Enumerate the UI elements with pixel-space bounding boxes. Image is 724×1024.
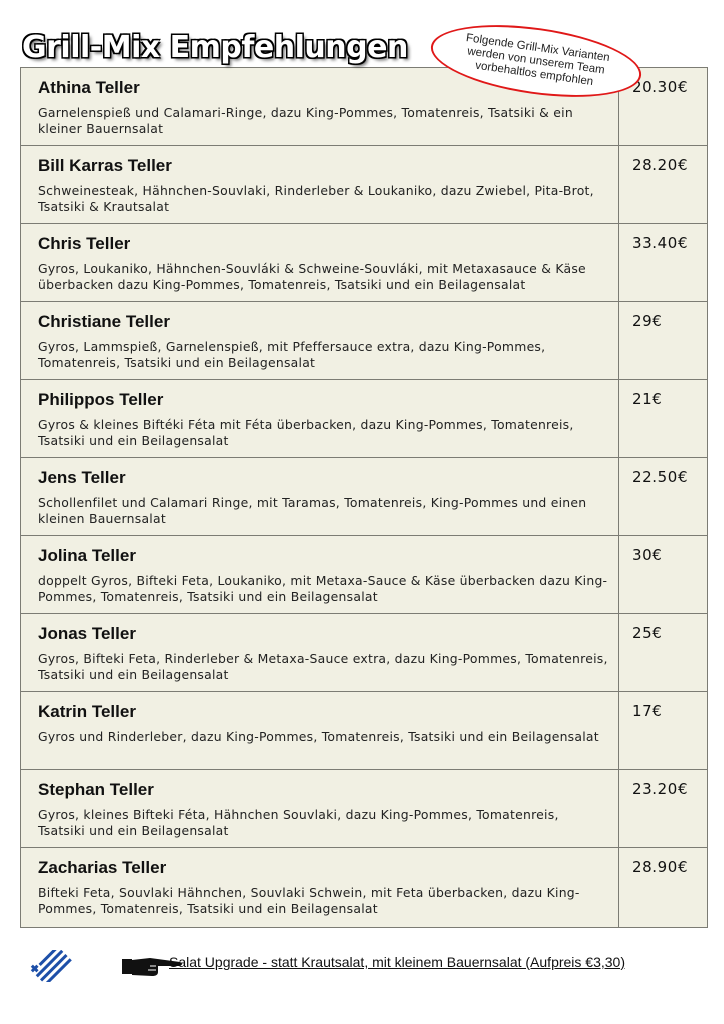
item-description: Gyros und Rinderleber, dazu King-Pommes, Tomatenreis, Tsatsiki und ein Beilagensalat: [38, 729, 599, 744]
item-name: Chris Teller: [38, 234, 131, 253]
menu-row: [21, 146, 707, 224]
item-price: 21€: [632, 390, 663, 408]
item-name: Jens Teller: [38, 468, 126, 487]
item-cell: [21, 458, 619, 535]
item-description: Gyros, Lammspieß, Garnelenspieß, mit Pfeffersauce extra, dazu King-Pommes, Tomatenreis, Tsatsiki und ein Beilagensalat: [38, 339, 546, 370]
item-description: Gyros & kleines Biftéki Féta mit Féta überbacken, dazu King-Pommes, Tomatenreis, Tsatsiki und ein Beilagensalat: [38, 417, 574, 448]
item-description: Gyros, Bifteki Feta, Rinderleber & Metaxa-Sauce extra, dazu King-Pommes, Tomatenreis, Tsatsiki und ein Beilagensalat: [38, 651, 608, 682]
item-name: Athina Teller: [38, 78, 140, 97]
item-name: Philippos Teller: [38, 390, 164, 409]
item-name: Zacharias Teller: [38, 858, 167, 877]
item-name: Christiane Teller: [38, 312, 170, 331]
menu-row: [21, 458, 707, 536]
item-name: Katrin Teller: [38, 702, 136, 721]
greek-flag-logo-icon: [30, 950, 82, 982]
item-price: 22.50€: [632, 468, 689, 486]
menu-table: [20, 67, 708, 928]
item-price: 20.30€: [632, 78, 689, 96]
menu-row: [21, 302, 707, 380]
item-price: 17€: [632, 702, 663, 720]
menu-row: [21, 692, 707, 770]
item-name: Stephan Teller: [38, 780, 154, 799]
item-price: 25€: [632, 624, 663, 642]
item-cell: [21, 692, 619, 769]
item-cell: [21, 302, 619, 379]
menu-row: [21, 380, 707, 458]
menu-row: [21, 614, 707, 692]
item-cell: [21, 614, 619, 691]
menu-row: [21, 770, 707, 848]
item-price: 29€: [632, 312, 663, 330]
item-description: Garnelenspieß und Calamari-Ringe, dazu King-Pommes, Tomatenreis, Tsatsiki & ein kleiner Bauernsalat: [38, 105, 573, 136]
item-cell: [21, 536, 619, 613]
item-cell: [21, 224, 619, 301]
item-name: Bill Karras Teller: [38, 156, 172, 175]
item-description: Schollenfilet und Calamari Ringe, mit Taramas, Tomatenreis, King-Pommes und einen kleinen Bauernsalat: [38, 495, 587, 526]
item-description: Gyros, Loukaniko, Hähnchen-Souvláki & Schweine-Souvláki, mit Metaxasauce & Käse überbacken dazu King-Pommes, Tomatenreis, Tsatsiki und ein Beilagensalat: [38, 261, 586, 292]
item-price: 30€: [632, 546, 663, 564]
menu-row: [21, 224, 707, 302]
item-description: Bifteki Feta, Souvlaki Hähnchen, Souvlaki Schwein, mit Feta überbacken, dazu King-Pommes, Tomatenreis, Tsatsiki und ein Beilagensalat: [38, 885, 580, 916]
item-description: Gyros, kleines Bifteki Féta, Hähnchen Souvlaki, dazu King-Pommes, Tomatenreis, Tsatsiki und ein Beilagensalat: [38, 807, 559, 838]
recommendation-note-text: Folgende Grill-Mix Varianten werden von unserem Team vorbehaltlos empfohlen: [465, 31, 611, 88]
item-cell: [21, 380, 619, 457]
item-description: Schweinesteak, Hähnchen-Souvlaki, Rinderleber & Loukaniko, dazu Zwiebel, Pita-Brot, Tsatsiki & Krautsalat: [38, 183, 594, 214]
item-price: 23.20€: [632, 780, 689, 798]
footer: [28, 948, 708, 984]
salad-upgrade-note: Salat Upgrade - statt Krautsalat, mit kleinem Bauernsalat (Aufpreis €3,30): [169, 954, 625, 970]
item-cell: [21, 146, 619, 223]
page-title: Grill-Mix Empfehlungen: [22, 30, 408, 65]
item-description: doppelt Gyros, Bifteki Feta, Loukaniko, mit Metaxa-Sauce & Käse überbacken dazu King-Pommes, Tomatenreis, Tsatsiki und ein Beilagensalat: [38, 573, 608, 604]
menu-row: [21, 848, 707, 927]
item-name: Jonas Teller: [38, 624, 136, 643]
item-price: 33.40€: [632, 234, 689, 252]
item-cell: [21, 770, 619, 847]
item-price: 28.90€: [632, 858, 689, 876]
item-cell: [21, 848, 619, 927]
item-name: Jolina Teller: [38, 546, 136, 565]
item-price: 28.20€: [632, 156, 689, 174]
menu-row: [21, 536, 707, 614]
